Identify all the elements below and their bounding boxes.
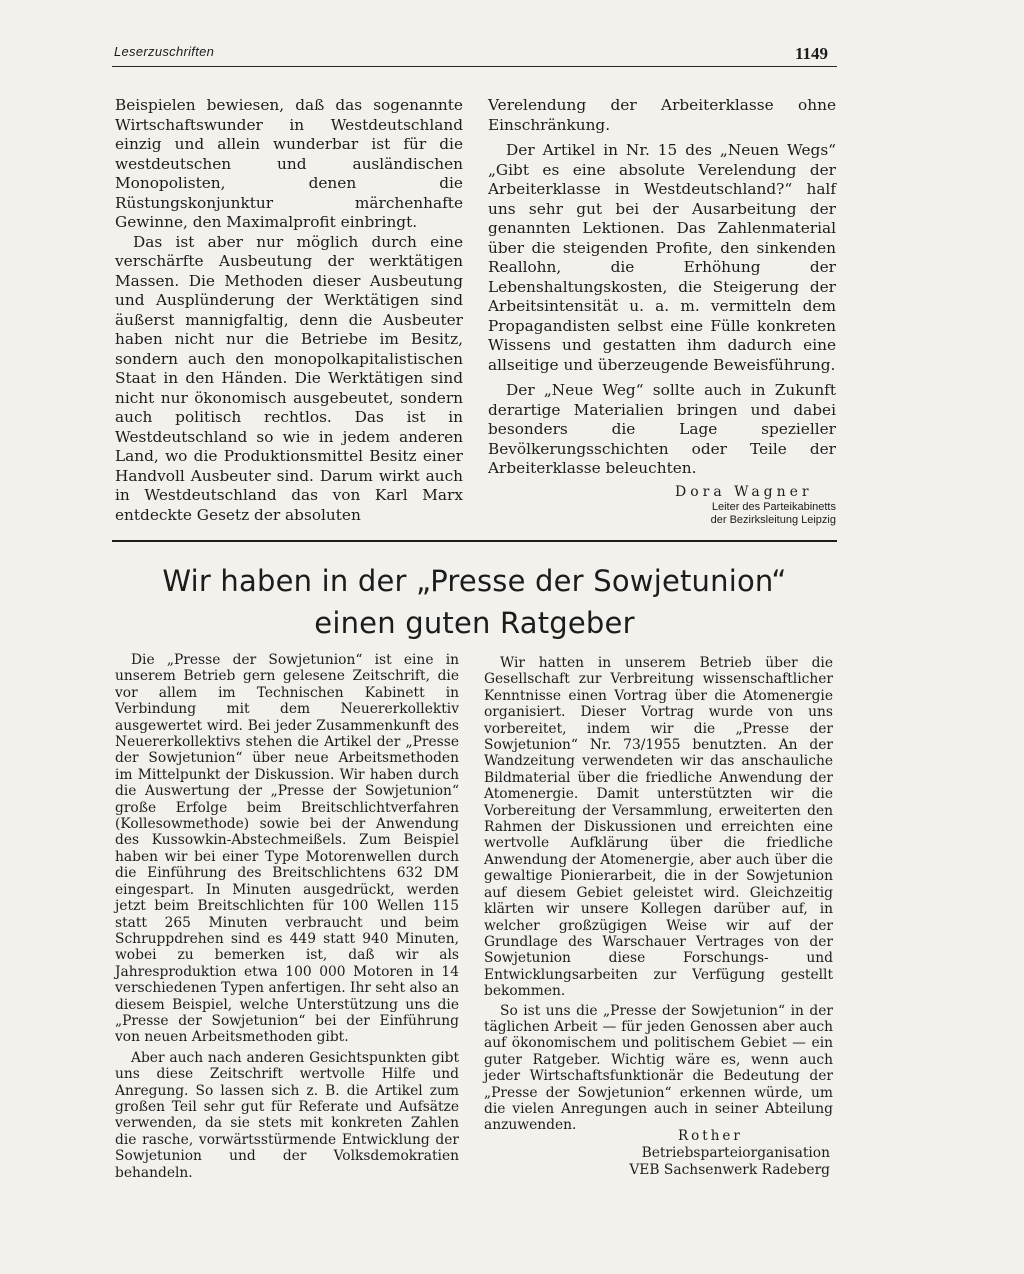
letter1-left-paragraph-2: Das ist aber nur möglich durch eine verschärfte Ausbeutung der werktätigen Massen. Die Methoden dieser Ausbeutung und Ausplünderung der Werktätigen sind äußerst mannigfaltig, denn die Ausbeuter haben nicht nur die Betriebe im Besitz, sondern auch den monopolkapitalistischen Staat in den Händen. Die Werktätigen sind nicht nur ökonomisch ausgebeutet, sondern auch politisch rechtlos. Das ist in Westdeutschland so wie in jedem anderen Land, wo die Produktionsmittel Besitz einer Handvoll Ausbeuter sind. Darum wirkt auch in Westdeutschland das von Karl Marx entdeckte Gesetz der absoluten [115, 232, 463, 524]
page-number: 1149 [795, 44, 829, 63]
letter1-role-line-2: der Bezirksleitung Leipzig [710, 514, 836, 526]
header-rule [112, 66, 837, 67]
article-headline [112, 560, 837, 644]
article-right-paragraph-1: Wir hatten in unserem Betrieb über die Gesellschaft zur Verbreitung wissenschaftlicher Kenntnisse einen Vortrag über die Atomenergie organisiert. Dieser Vortrag wurde von uns vorbereitet, indem wir die „Presse der Sowjetunion“ Nr. 73/1955 benutzten. An der Wandzeitung verwendeten wir das anschauliche Bildmaterial über die friedliche Anwendung der Atomenergie. Damit unterstützten wir die Vorbereitung der Versammlung, erweiterten den Rahmen der Diskussionen und erreichten eine wertvolle Aufklärung über die friedliche Anwendung der Atomenergie, aber auch über die gewaltige Pionierarbeit, die in der Sowjetunion auf diesem Gebiet geleistet wird. Gleichzeitig klärten wir unsere Kollegen darüber auf, in welcher großzügigen Weise wir auf der Grundlage des Warschauer Vertrages von der Sowjetunion diese Forschungs- und Entwicklungsarbeiten zur Verfügung gestellt bekommen. [484, 655, 833, 1000]
headline-line-1: Wir haben in der „Presse der Sowjetunion“ [162, 564, 787, 598]
article-signature-org [560, 1145, 830, 1179]
letter1-right-column [488, 96, 836, 479]
article-right-column [484, 655, 833, 1134]
article-signature-name: Rother [678, 1128, 743, 1144]
letter1-right-paragraph-1: Verelendung der Arbeiterklasse ohne Einschränkung. [488, 96, 836, 134]
letter1-role-line-1: Leiter des Parteikabinetts [711, 501, 836, 513]
article-org-line-2: VEB Sachsenwerk Radeberg [629, 1162, 830, 1178]
letter1-right-paragraph-3: Der „Neue Weg“ sollte auch in Zukunft derartige Materialien bringen und dabei besonders die Lage spezieller Bevölkerungsschichten oder Teile der Arbeiterklasse beleuchten. [488, 381, 836, 477]
article-right-paragraph-2: So ist uns die „Presse der Sowjetunion“ in der täglichen Arbeit — für jeden Genossen aber auch auf ökonomischem und politischem Gebiet — ein guter Ratgeber. Wichtig wäre es, wenn auch jeder Wirtschaftsfunktionär die Bedeutung der „Presse der Sowjetunion“ erkennen würde, um die vielen Anregungen auch in seiner Abteilung anzuwenden. [484, 1002, 833, 1134]
section-header: Leserzuschriften [114, 44, 215, 59]
section-divider [112, 540, 837, 542]
letter1-signature-name: Dora Wagner [675, 484, 813, 500]
article-org-line-1: Betriebsparteiorganisation [641, 1145, 830, 1161]
article-left-column [115, 652, 459, 1181]
letter1-left-paragraph-1: Beispielen bewiesen, daß das sogenannte Wirtschaftswunder in Westdeutschland einzig und allein wunderbar ist für die westdeutschen und ausländischen Monopolisten, denen die Rüstungskonjunktur märchenhafte Gewinne, den Maximalprofit einbringt. [115, 96, 463, 231]
letter1-right-paragraph-2: Der Artikel in Nr. 15 des „Neuen Wegs“ „Gibt es eine absolute Verelendung der Arbeiterklasse in Westdeutschland?“ half uns sehr gut bei der Ausarbeitung der genannten Lektionen. Das Zahlenmaterial über die steigenden Profite, den sinkenden Reallohn, die Erhöhung der Lebenshaltungskosten, die Steigerung der Arbeitsintensität u. a. m. vermitteln dem Propagandisten selbst eine Fülle konkreten Wissens und gestatten ihm dadurch eine allseitige und überzeugende Beweisführung. [488, 141, 836, 374]
article-left-paragraph-1: Die „Presse der Sowjetunion“ ist eine in unserem Betrieb gern gelesene Zeitschrift, die vor allem im Technischen Kabinett in Verbindung mit dem Neuererkollektiv ausgewertet wird. Bei jeder Zusammenkunft des Neuererkollektivs stehen die Artikel der „Presse der Sowjetunion“ über neue Arbeitsmethoden im Mittelpunkt der Diskussion. Wir haben durch die Auswertung der „Presse der Sowjetunion“ große Erfolge beim Breitschlichtverfahren (Kollesowmethode) sowie bei der Anwendung des Kussowkin-Abstechmeißels. Zum Beispiel haben wir bei einer Type Motorenwellen durch die Einführung des Breitschlichtens 632 DM eingespart. In Minuten ausgedrückt, werden jetzt beim Breitschlichten für 100 Wellen 115 statt 265 Minuten verbraucht und beim Schruppdrehen sind es 449 statt 940 Minuten, wobei zu bemerken ist, daß wir als Jahresproduktion etwa 100 000 Motoren in 14 verschiedenen Typen anfertigen. Ihr seht also an diesem Beispiel, welche Unterstützung uns die „Presse der Sowjetunion“ bei der Einführung von neuen Arbeitsmethoden gibt. [115, 652, 459, 1046]
headline-line-2: einen guten Ratgeber [314, 606, 635, 640]
article-left-paragraph-2: Aber auch nach anderen Gesichtspunkten gibt uns diese Zeitschrift wertvolle Hilfe und Anregung. So lassen sich z. B. die Artikel zum großen Teil sehr gut für Referate und Aufsätze verwenden, da sie stets mit konkreten Zahlen die rasche, vorwärtsstürmende Entwicklung der Sowjetunion und der Volksdemokratien behandeln. [115, 1049, 459, 1181]
letter1-signature-role [590, 501, 836, 527]
letter1-left-column [115, 96, 463, 525]
